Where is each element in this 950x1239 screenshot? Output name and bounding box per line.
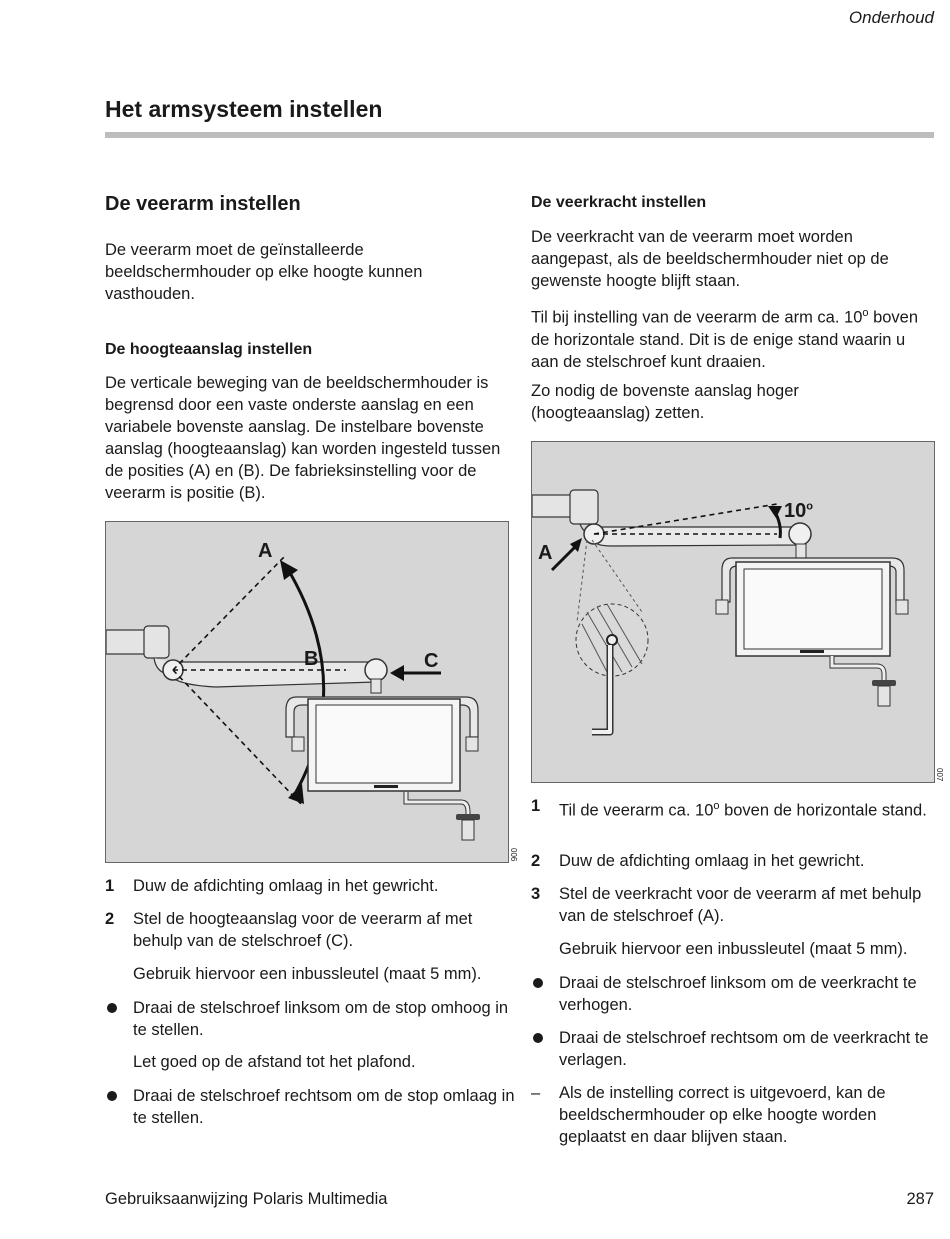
label-b: B (304, 648, 319, 670)
step-number: 3 (531, 885, 541, 903)
bullet-icon (533, 978, 543, 988)
page-title: Het armsysteem instellen (105, 96, 383, 122)
veerkracht-paragraph-2: Til bij instelling van de veerarm de arm ca. 10$^o$ boven de horizontale stand. Dit is de enige stand waarin u aan de stelschroef kunt draaien. (531, 307, 919, 371)
section-header: Onderhoud (848, 8, 934, 27)
arm-diagram-left (106, 522, 508, 862)
step-number: 1 (531, 797, 541, 815)
step-number: 2 (531, 852, 541, 870)
label-a: A (538, 542, 553, 564)
veerkracht-paragraph-1: De veerkracht van de veerarm moet worden aangepast, als de beeldschermhouder niet op de gewenste hoogte blijft staan. (531, 228, 889, 290)
list-item (105, 963, 525, 985)
angle-label: 10$^o$ (784, 500, 813, 522)
veerkracht-paragraph-3: Zo nodig de bovenste aanslag hoger (hoogteaanslag) zetten. (531, 382, 799, 422)
list-item (105, 1051, 515, 1073)
step-number: 2 (105, 910, 115, 928)
label-c: C (424, 650, 439, 672)
subheading-hoogteaanslag: De hoogteaanslag instellen (105, 341, 313, 358)
list-item (105, 1085, 515, 1129)
list-item (531, 1082, 936, 1148)
step-text: Let goed op de afstand tot het plafond. (133, 1053, 416, 1071)
step-text: Duw de afdichting omlaag in het gewricht. (559, 852, 865, 870)
step-text: Duw de afdichting omlaag in het gewricht. (133, 877, 439, 895)
list-item (105, 997, 515, 1041)
step-text: Stel de veerkracht voor de veerarm af met behulp van de stelschroef (A). (559, 885, 922, 925)
bullet-icon (107, 1091, 117, 1101)
step-text: Draai de stelschroef rechtsom om de veerkracht te verlagen. (559, 1029, 929, 1069)
figure-number-right: 007 (935, 768, 944, 782)
arm-diagram-right (532, 442, 934, 782)
subheading-veerkracht: De veerkracht instellen (531, 194, 707, 211)
hoogteaanslag-paragraph: De verticale beweging van de beeldschermhouder is begrensd door een vaste onderste aanslag en een variabele bovenste aanslag. De instelbare bovenste aanslag (hoogteaanslag) kan worden ingesteld tussen de posities (A) en (B). De fabrieksinstelling voor de veerarm is positie (B). (105, 374, 501, 502)
step-text: Als de instelling correct is uitgevoerd, kan de beeldschermhouder op elke hoogte worden geplaatst en daar blijven staan. (559, 1084, 886, 1146)
bullet-icon (533, 1033, 543, 1043)
label-a: A (258, 540, 273, 562)
list-item (105, 875, 515, 897)
step-text: Gebruik hiervoor een inbussleutel (maat 5 mm). (133, 965, 482, 983)
footer-manual-title: Gebruiksaanwijzing Polaris Multimedia (105, 1190, 388, 1208)
page-number: 287 (906, 1190, 934, 1208)
list-item (531, 850, 936, 872)
list-item (531, 883, 936, 927)
step-text: Stel de hoogteaanslag voor de veerarm af met behulp van de stelschroef (C). (133, 910, 473, 950)
list-item (531, 972, 936, 1016)
step-text: Gebruik hiervoor een inbussleutel (maat 5 mm). (559, 940, 908, 958)
intro-paragraph: De veerarm moet de geïnstalleerde beeldschermhouder op elke hoogte kunnen vasthouden. (105, 241, 423, 303)
list-item (531, 938, 941, 960)
list-item (531, 1027, 936, 1071)
step-text: Draai de stelschroef linksom om de veerkracht te verhogen. (559, 974, 917, 1014)
bullet-icon (107, 1003, 117, 1013)
title-rule (105, 132, 934, 138)
dash-marker: – (531, 1084, 541, 1102)
section-heading-veerarm: De veerarm instellen (105, 193, 301, 215)
figure-spring-force (531, 441, 935, 783)
list-item (531, 795, 936, 822)
figure-height-stop (105, 521, 509, 863)
list-item (105, 908, 515, 952)
step-number: 1 (105, 877, 115, 895)
step-text: Til de veerarm ca. 10$^o$ boven de horizontale stand. (559, 800, 927, 820)
figure-number-left: 006 (509, 848, 518, 862)
step-text: Draai de stelschroef rechtsom om de stop omlaag in te stellen. (133, 1087, 515, 1127)
step-text: Draai de stelschroef linksom om de stop omhoog in te stellen. (133, 999, 509, 1039)
